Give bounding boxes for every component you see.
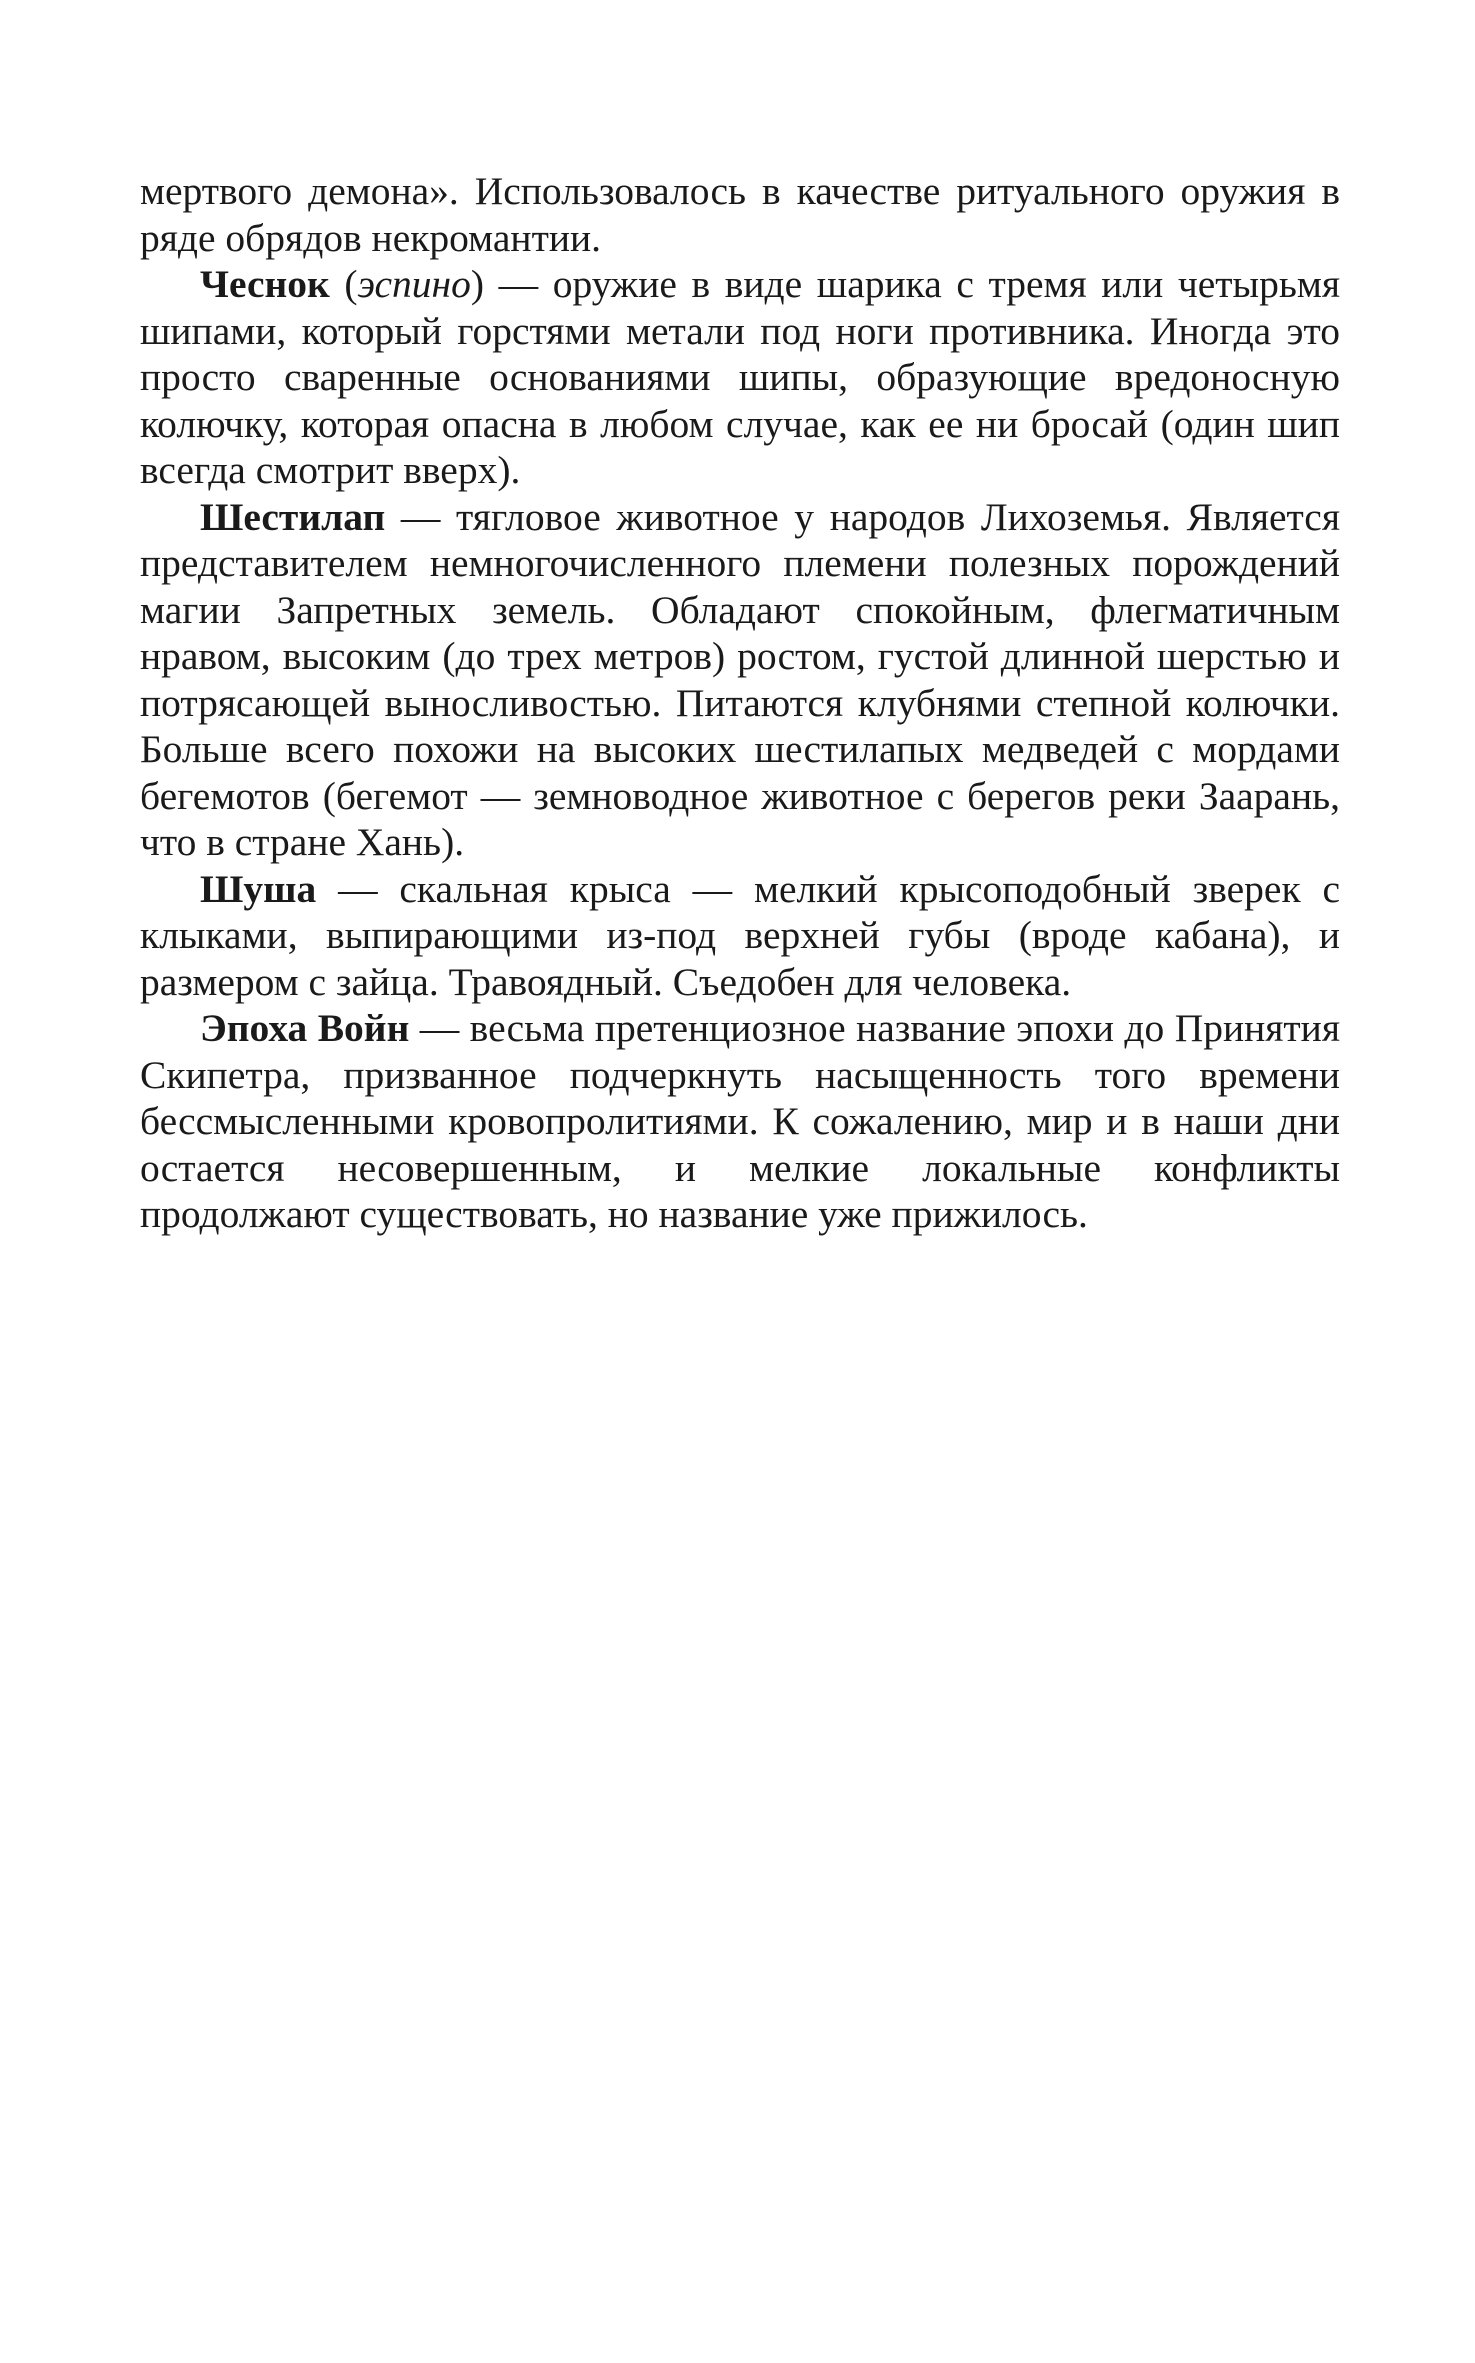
- glossary-entry-shusha: [140, 866, 1340, 1006]
- glossary-page: [140, 168, 1340, 1238]
- entry-text: — оружие в виде шарика с тремя или четырьмя шипами, который горстями метали под ноги противника. Иногда это просто сваренные основаниями шипы, образующие вредоносную колючку, которая опасна в любом случае, как ее ни бросай (один шип всегда смотрит вверх).: [140, 262, 1340, 492]
- entry-text: — весьма претенциозное название эпохи до Принятия Скипетра, призванное подчеркнуть насыщенность того времени бессмысленными кровопролитиями. К сожалению, мир и в наши дни остается несовершенным, и мелкие локальные конфликты продолжают существовать, но название уже прижилось.: [140, 1006, 1340, 1236]
- entry-text: — скальная крыса — мелкий крысоподобный зверек с клыками, выпирающими из-под верхней губы (вроде кабана), и размером с зайца. Травоядный. Съедобен для человека.: [140, 866, 1340, 1004]
- entry-term: Чеснок: [200, 262, 330, 306]
- entry-term: Шестилап: [200, 494, 386, 539]
- glossary-entry-epoha-voin: [140, 1005, 1340, 1238]
- entry-alt-close: ): [470, 262, 485, 306]
- entry-alt-name: эспино: [357, 262, 471, 306]
- entry-term: Эпоха Войн: [200, 1006, 410, 1050]
- glossary-entry-shestilap: [140, 494, 1340, 866]
- glossary-entry-continuation: [140, 168, 1340, 261]
- glossary-entry-chesnok: [140, 261, 1340, 494]
- entry-text: мертвого демона». Использовалось в качестве ритуального оружия в ряде обрядов некромантии.: [140, 169, 1340, 260]
- entry-alt-open: (: [329, 262, 358, 306]
- entry-text: — тягловое животное у народов Лихоземья. Является представителем немногочисленного племени полезных порождений магии Запретных земель. Обладают спокойным, флегматичным нравом, высоким (до трех метров) ростом, густой длинной шерстью и потрясающей выносливостью. Питаются клубнями степной колючки. Больше всего похожи на высоких шестилапых медведей с мордами бегемотов (бегемот — земноводное животное с берегов реки Заарань, что в стране Хань).: [140, 494, 1340, 864]
- entry-term: Шуша: [200, 866, 317, 911]
